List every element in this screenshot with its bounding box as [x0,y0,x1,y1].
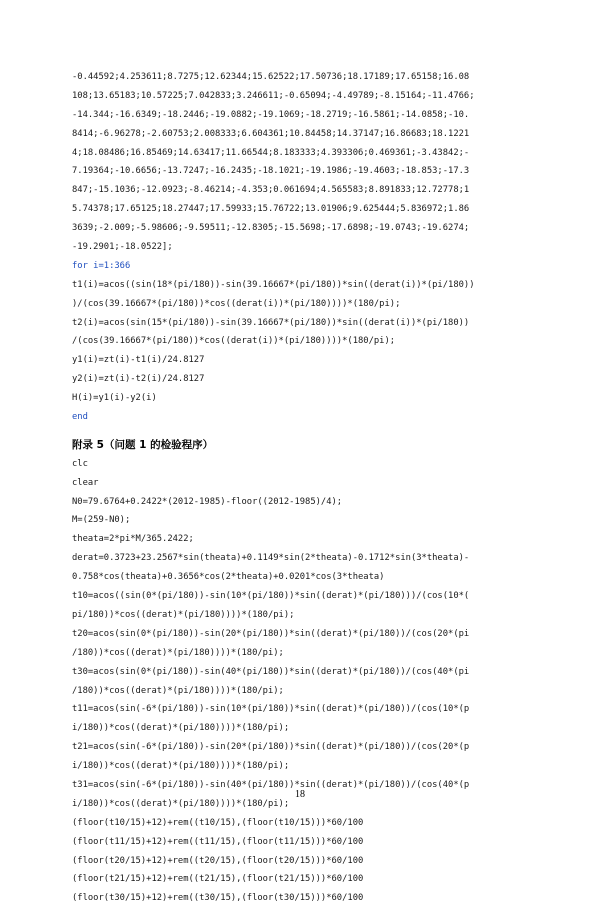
code-line: t31=acos(sin(-6*(pi/180))-sin(40*(pi/180))*sin((derat)*(pi/180))/(cos(40*(p [72,779,470,790]
code-line: t30=acos(sin(0*(pi/180))-sin(40*(pi/180))*sin((derat)*(pi/180))/(cos(40*(pi [72,666,470,677]
code-line: end [72,412,88,423]
code-line: 4;18.08486;16.85469;14.63417;11.66544;8.183333;4.393306;0.469361;-3.43842;- [72,147,470,158]
code-line: t10=acos((sin(0*(pi/180))-sin(10*(pi/180))*sin((derat)*(pi/180)))/(cos(10*( [72,591,470,602]
code-line: t21=acos(sin(-6*(pi/180))-sin(20*(pi/180))*sin((derat)*(pi/180))/(cos(20*(p [72,742,470,753]
code-line: t1(i)=acos((sin(18*(pi/180))-sin(39.16667*(pi/180))*sin((derat(i))*(pi/180)) [72,279,475,290]
code-line: (floor(t11/15)+12)+rem((t11/15),(floor(t11/15)))*60/100 [72,836,364,847]
code-line: /(cos(39.16667*(pi/180))*cos((derat(i))*(pi/180))))*(180/pi); [72,336,396,347]
code-line: clear [72,477,99,488]
code-line: 847;-15.1036;-12.0923;-8.46214;-4.353;0.061694;4.565583;8.891833;12.72778;1 [72,185,470,196]
page-number: 18 [295,789,305,800]
code-line: derat=0.3723+23.2567*sin(theata)+0.1149*sin(2*theata)-0.1712*sin(3*theata)- [72,553,470,564]
code-line: y1(i)=zt(i)-t1(i)/24.8127 [72,355,205,366]
code-line: (floor(t21/15)+12)+rem((t21/15),(floor(t21/15)))*60/100 [72,874,364,885]
code-line: (floor(t20/15)+12)+rem((t20/15),(floor(t20/15)))*60/100 [72,855,364,866]
code-line: -19.2901;-18.0522]; [72,242,173,253]
code-line: t2(i)=acos(sin(15*(pi/180))-sin(39.16667*(pi/180))*sin((derat(i))*(pi/180)) [72,317,470,328]
code-line: t20=acos(sin(0*(pi/180))-sin(20*(pi/180))*sin((derat)*(pi/180))/(cos(20*(pi [72,628,470,639]
code-line: 3639;-2.009;-5.98606;-9.59511;-12.8305;-15.5698;-17.6898;-19.0743;-19.6274; [72,223,470,234]
code-line: M=(259-N0); [72,515,131,526]
code-line: (floor(t10/15)+12)+rem((t10/15),(floor(t10/15)))*60/100 [72,817,364,828]
code-line: -0.44592;4.253611;8.7275;12.62344;15.62522;17.50736;18.17189;17.65158;16.08 [72,72,470,82]
code-line: pi/180))*cos((derat)*(pi/180))))*(180/pi); [72,609,295,620]
code-line: 8414;-6.96278;-2.60753;2.008333;6.604361;10.84458;14.37147;16.86683;18.1221 [72,128,470,139]
code-line: clc [72,458,88,469]
code-line: /180))*cos((derat)*(pi/180))))*(180/pi); [72,685,284,696]
code-block-top [72,68,532,427]
code-line: N0=79.6764+0.2422*(2012-1985)-floor((2012-1985)/4); [72,496,343,507]
code-line: /180))*cos((derat)*(pi/180))))*(180/pi); [72,647,284,658]
code-line: 5.74378;17.65125;18.27447;17.59933;15.76722;13.01906;9.625444;5.836972;1.86 [72,204,470,215]
code-line: i/180))*cos((derat)*(pi/180))))*(180/pi); [72,798,290,809]
code-line: H(i)=y1(i)-y2(i) [72,393,157,404]
code-line: 0.758*cos(theata)+0.3656*cos(2*theata)+0.0201*cos(3*theata) [72,572,385,583]
code-line: )/(cos(39.16667*(pi/180))*cos((derat(i))*(pi/180))))*(180/pi); [72,298,401,309]
code-line: t11=acos(sin(-6*(pi/180))-sin(10*(pi/180))*sin((derat)*(pi/180))/(cos(10*(p [72,704,470,715]
code-line: i/180))*cos((derat)*(pi/180))))*(180/pi); [72,723,290,734]
code-block-bottom [72,455,532,908]
code-line: for i=1:366 [72,260,131,271]
page-content [72,68,532,908]
appendix-heading: 附录 5（问题 1 的检验程序） [72,438,214,451]
code-line: i/180))*cos((derat)*(pi/180))))*(180/pi); [72,761,290,772]
code-line: 108;13.65183;10.57225;7.042833;3.246611;-0.65094;-4.49789;-8.15164;-11.4766; [72,90,475,101]
code-line: y2(i)=zt(i)-t2(i)/24.8127 [72,374,205,385]
code-line: -14.344;-16.6349;-18.2446;-19.0882;-19.1069;-18.2719;-16.5861;-14.0858;-10. [72,109,470,120]
code-line: (floor(t30/15)+12)+rem((t30/15),(floor(t30/15)))*60/100 [72,893,364,904]
code-line: theata=2*pi*M/365.2422; [72,534,194,545]
code-line: 7.19364;-10.6656;-13.7247;-16.2435;-18.1021;-19.1986;-19.4603;-18.853;-17.3 [72,166,470,177]
